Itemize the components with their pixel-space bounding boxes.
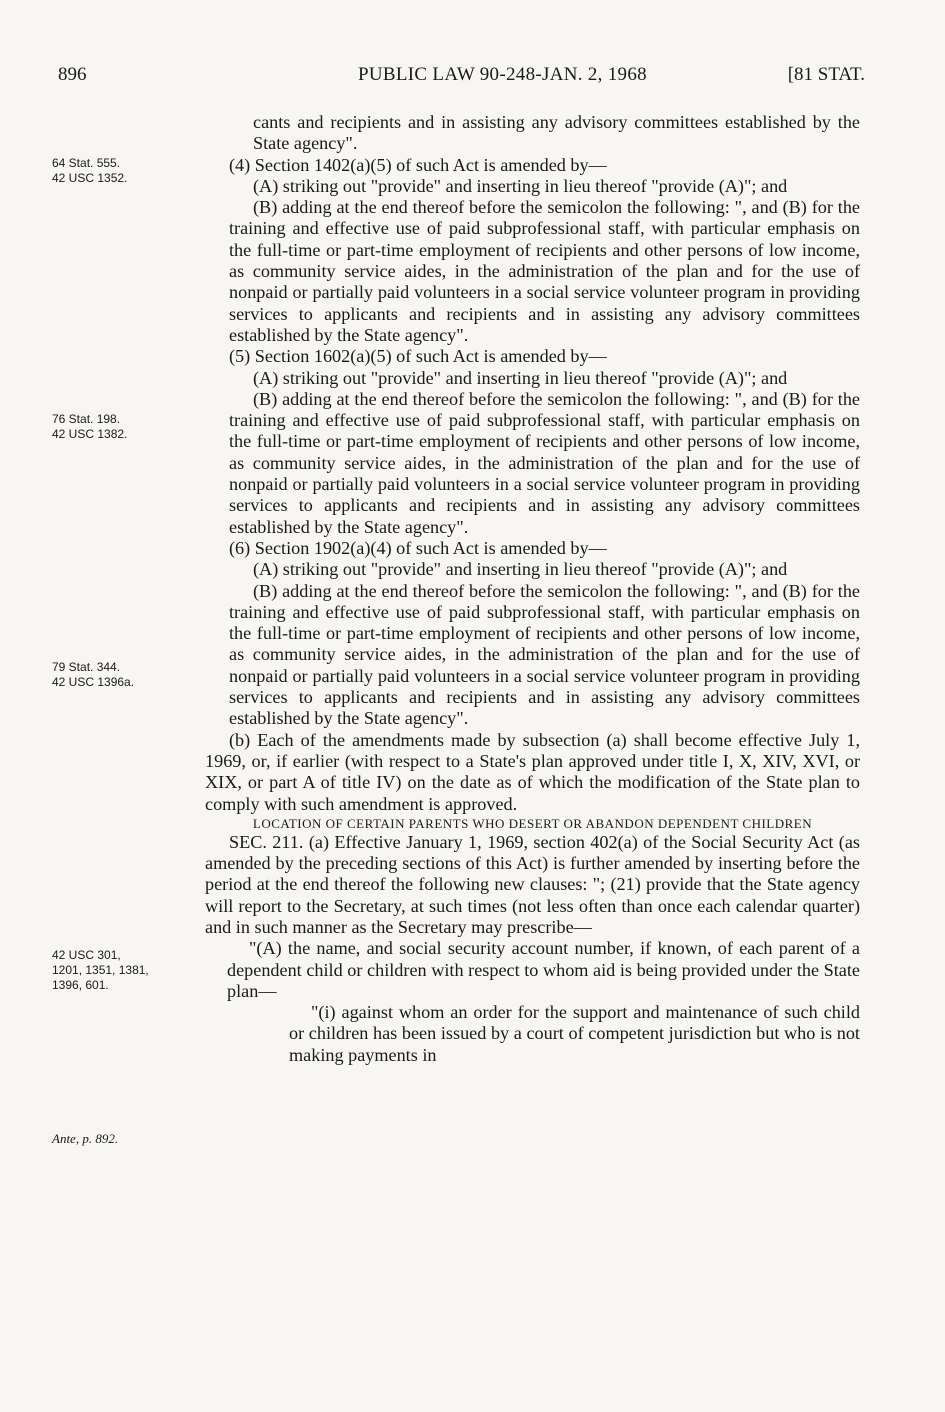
paragraph: (B) adding at the end thereof before the semicolon the following: ", and (B) for the training and effective use of paid subprofessional staff, with particular emphasis on the full-time or part-time employment of recipients and other persons of low income, as community service aides, in the administration of the plan and for the use of nonpaid or partially paid volunteers in a social service volunteer program in providing services to applicants and recipients and in assisting any advisory committees established by the State agency". [229, 197, 860, 345]
paragraph: "(i) against whom an order for the support and maintenance of such child or children has been issued by a court of competent jurisdiction but who is not making payments in [289, 1002, 860, 1065]
paragraph: (A) striking out "provide" and inserting in lieu thereof "provide (A)"; and [253, 367, 788, 388]
running-title: PUBLIC LAW 90-248-JAN. 2, 1968 [358, 64, 647, 85]
body-text [205, 112, 860, 1066]
margin-note-citation: 42 USC 301, 1201, 1351, 1381, 1396, 601. [52, 948, 149, 992]
paragraph: (A) striking out "provide" and inserting in lieu thereof "provide (A)"; and [253, 175, 788, 196]
paragraph: (4) Section 1402(a)(5) of such Act is amended by— [229, 154, 607, 175]
paragraph: SEC. 211. (a) Effective January 1, 1969, section 402(a) of the Social Security Act (as amended by the preceding sections of this Act) is further amended by inserting before the period at the end thereof the following new clauses: "; (21) provide that the State agency will report to the Secretary, at such times (not less often than once each calendar quarter) and in such manner as the Secretary may prescribe— [205, 831, 860, 937]
paragraph: cants and recipients and in assisting any advisory committees established by the State agency". [253, 112, 860, 154]
page-header [58, 64, 865, 92]
volume-reference: [81 STAT. [787, 64, 865, 85]
margin-note-citation: 76 Stat. 198. 42 USC 1382. [52, 412, 128, 441]
paragraph: (B) adding at the end thereof before the semicolon the following: ", and (B) for the training and effective use of paid subprofessional staff, with particular emphasis on the full-time or part-time employment of recipients and other persons of low income, as community service aides, in the administration of the plan and for the use of nonpaid or partially paid volunteers in a social service volunteer program in providing services to applicants and recipients and in assisting any advisory committees established by the State agency". [229, 580, 860, 729]
paragraph: (B) adding at the end thereof before the semicolon the following: ", and (B) for the training and effective use of paid subprofessional staff, with particular emphasis on the full-time or part-time employment of recipients and other persons of low income, as community service aides, in the administration of the plan and for the use of nonpaid or partially paid volunteers in a social service volunteer program in providing services to applicants and recipients and in assisting any advisory committees established by the State agency". [229, 388, 860, 537]
section-heading: LOCATION OF CERTAIN PARENTS WHO DESERT OR ABANDON DEPENDENT CHILDREN [252, 815, 813, 831]
paragraph: (A) striking out "provide" and inserting in lieu thereof "provide (A)"; and [253, 559, 788, 580]
paragraph: (b) Each of the amendments made by subsection (a) shall become effective July 1, 1969, or, if earlier (with respect to a State's plan approved under title I, X, XIV, XVI, or XIX, or part A of title IV) on the date as of which the modification of the State plan to comply with such amendment is approved. [205, 729, 860, 814]
margin-note-citation: 64 Stat. 555. 42 USC 1352. [52, 156, 128, 185]
margin-note-citation: Ante, p. 892. [52, 1131, 119, 1146]
margin-note-citation: 79 Stat. 344. 42 USC 1396a. [52, 660, 135, 689]
paragraph: "(A) the name, and social security account number, if known, of each parent of a dependent child or children with respect to whom aid is being provided under the State plan— [227, 938, 860, 1001]
paragraph: (5) Section 1602(a)(5) of such Act is amended by— [229, 346, 607, 367]
page-number: 896 [58, 64, 87, 85]
paragraph: (6) Section 1902(a)(4) of such Act is amended by— [229, 537, 607, 558]
